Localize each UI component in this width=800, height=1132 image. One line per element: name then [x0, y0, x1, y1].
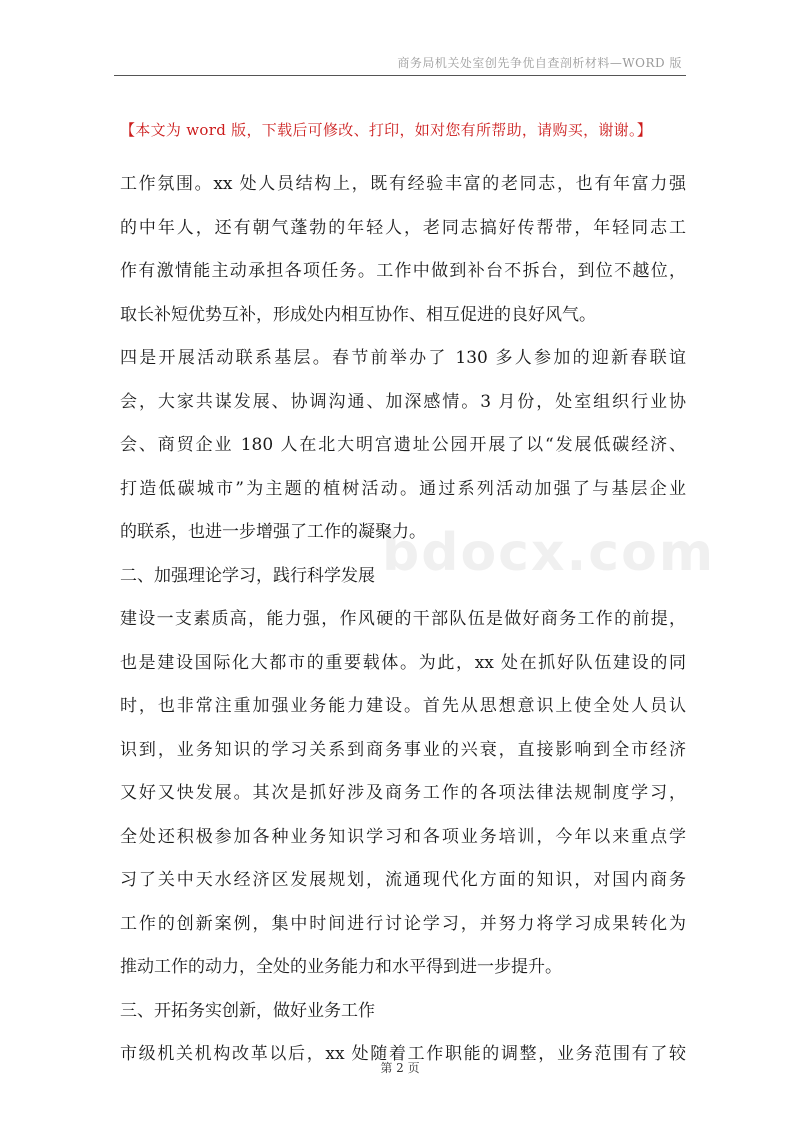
paragraph-line: 会、商贸企业 180 人在北大明宫遗址公园开展了以“发展低碳经济、 — [120, 435, 686, 455]
document-body — [120, 163, 686, 1077]
section-heading: 三、开拓务实创新，做好业务工作 — [120, 1000, 375, 1021]
paragraph-line: 工作氛围。xx 处人员结构上，既有经验丰富的老同志，也有年富力强 — [120, 174, 686, 194]
paragraph-line: 的联系，也进一步增强了工作的凝聚力。 — [120, 522, 426, 542]
paragraph-line: 又好又快发展。其次是抓好涉及商务工作的各项法律法规制度学习， — [120, 783, 686, 803]
paragraph-line: 作有激情能主动承担各项任务。工作中做到补台不拆台，到位不越位， — [120, 261, 686, 281]
paragraph-line: 工作的创新案例，集中时间进行讨论学习，并努力将学习成果转化为 — [120, 913, 686, 934]
page-number: 第 2 页 — [380, 1061, 420, 1075]
paragraph-line: 识到，业务知识的学习关系到商务事业的兴衰，直接影响到全市经济 — [120, 739, 686, 760]
paragraph-line: 时，也非常注重加强业务能力建设。首先从思想意识上使全处人员认 — [120, 696, 686, 716]
paragraph-line: 的中年人，还有朝气蓬勃的年轻人，老同志搞好传帮带，年轻同志工 — [120, 217, 686, 238]
paragraph-line: 四是开展活动联系基层。春节前举办了 130 多人参加的迎新春联谊 — [120, 348, 686, 368]
paragraph-line: 打造低碳城市”为主题的植树活动。通过系列活动加强了与基层企业 — [120, 478, 686, 499]
paragraph-line: 推动工作的动力，全处的业务能力和水平得到进一步提升。 — [120, 957, 562, 977]
paragraph-line: 习了关中天水经济区发展规划，流通现代化方面的知识，对国内商务 — [120, 870, 686, 890]
download-notice: 【本文为 word 版，下载后可修改、打印，如对您有所帮助，请购买，谢谢。】 — [120, 121, 653, 139]
paragraph-line: 会，大家共谋发展、协调沟通、加深感情。3 月份，处室组织行业协 — [120, 391, 686, 412]
running-header: 商务局机关处室创先争优自查剖析材料—WORD 版 — [397, 56, 682, 70]
paragraph-line: 全处还积极参加各种业务知识学习和各项业务培训，今年以来重点学 — [120, 826, 686, 847]
section-heading: 二、加强理论学习，践行科学发展 — [120, 565, 375, 586]
paragraph-line: 取长补短优势互补，形成处内相互协作、相互促进的良好风气。 — [120, 304, 596, 325]
watermark-text: bdocx.com — [382, 523, 716, 583]
header-divider — [114, 75, 686, 76]
paragraph-line: 建设一支素质高，能力强，作风硬的干部队伍是做好商务工作的前提， — [120, 609, 686, 629]
paragraph-line: 也是建设国际化大都市的重要载体。为此，xx 处在抓好队伍建设的同 — [120, 652, 686, 673]
paragraph-line: 市级机关机构改革以后，xx 处随着工作职能的调整，业务范围有了较 — [120, 1044, 686, 1064]
